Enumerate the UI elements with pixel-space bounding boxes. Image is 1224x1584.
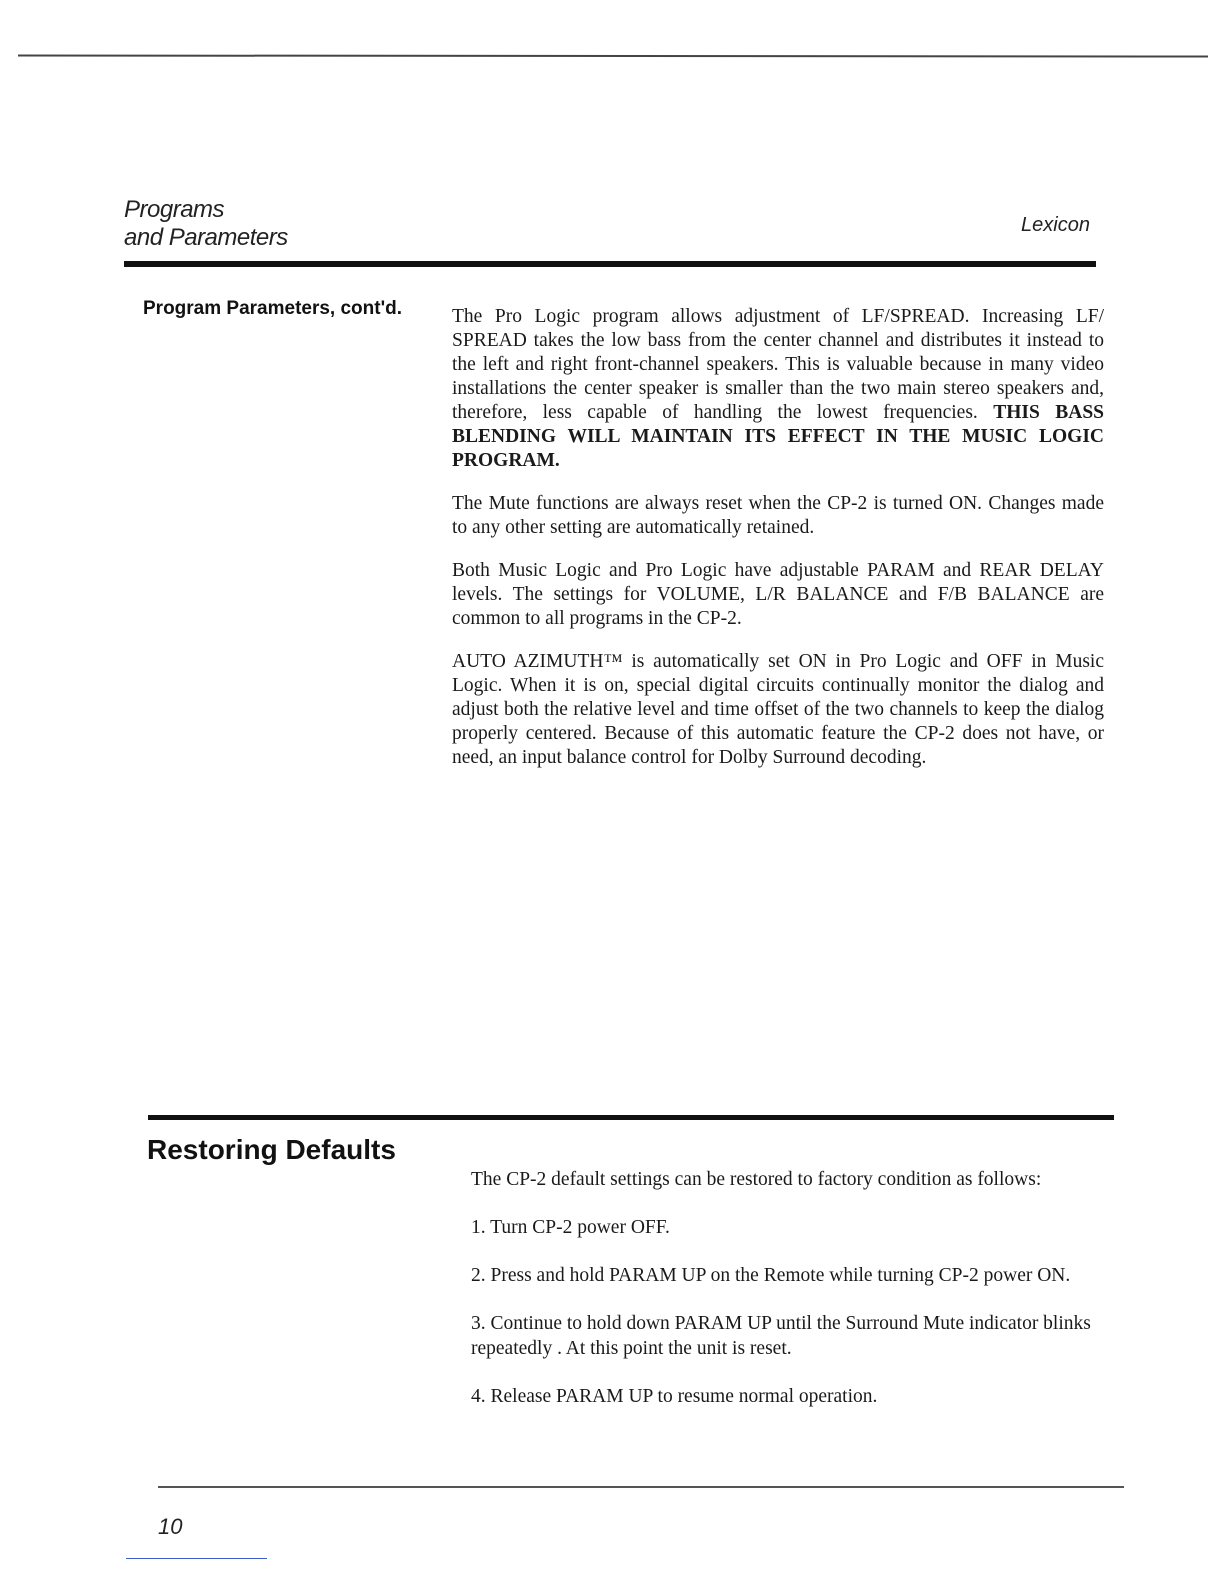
top-rule [18, 54, 1208, 57]
paragraph-auto-azimuth: AUTO AZIMUTH™ is automatically set ON in Pro Logic and OFF in Music Logic. When it is on, special digital circuits continually monitor the dialog and adjust both the relative level and time offset of the two channels to keep the dialog properly centered. Because of this automatic feature the CP-2 does not have, or need, an input balance control for Dolby Surround decoding. [452, 651, 1104, 768]
footer-link-underline [126, 1558, 267, 1559]
footer-rule [158, 1486, 1124, 1488]
section-rule [148, 1115, 1114, 1120]
section-title-restoring-defaults: Restoring Defaults [147, 1134, 396, 1165]
paragraph-mute: The Mute functions are always reset when the CP-2 is turned ON. Changes made to any other setting are automatically retained. [452, 493, 1104, 538]
paragraph-lf-spread-caps: THIS BASS BLENDING WILL MAINTAIN ITS EFFECT IN THE MUSIC LOGIC PROGRAM. [452, 402, 1105, 471]
section-header-line2: and Parameters [124, 224, 288, 251]
section-header [124, 196, 288, 252]
restore-intro: The CP-2 default settings can be restored to factory condition as follows: [471, 1169, 1042, 1190]
restore-step: 2. Press and hold PARAM UP on the Remote while turning CP-2 power ON. [471, 1265, 1071, 1286]
restore-step: 3. Continue to hold down PARAM UP until the Surround Mute indicator blinks repeatedly . At this point the unit is reset. [471, 1313, 1091, 1359]
header-rule [124, 261, 1096, 267]
section-header-line1: Programs [124, 196, 225, 223]
paragraph-lf-spread-text: The Pro Logic program allows adjustment of LF/SPREAD. Increasing LF/ SPREAD takes the low bass from the center channel and distributes it instead to the left and right front-channel speakers. This is valuable because in many video installations the center speaker is smaller than the two main stereo speakers and, therefore, less capable of handling the lowest frequencies. [452, 306, 1104, 423]
restore-step: 1. Turn CP-2 power OFF. [471, 1217, 670, 1238]
page-number: 10 [158, 1514, 183, 1539]
section-body-program-parameters [452, 305, 1104, 789]
brand-name: Lexicon [1021, 214, 1090, 236]
paragraph-delay-levels: Both Music Logic and Pro Logic have adjustable PARAM and REAR DELAY levels. The settings for VOLUME, L/R BALANCE and F/B BALANCE are common to all programs in the CP-2. [452, 560, 1104, 629]
section-body-restoring-defaults [471, 1167, 1121, 1432]
paragraph-lf-spread [452, 305, 1104, 473]
section-title-program-parameters: Program Parameters, cont'd. [143, 298, 402, 319]
restore-step: 4. Release PARAM UP to resume normal operation. [471, 1386, 878, 1407]
